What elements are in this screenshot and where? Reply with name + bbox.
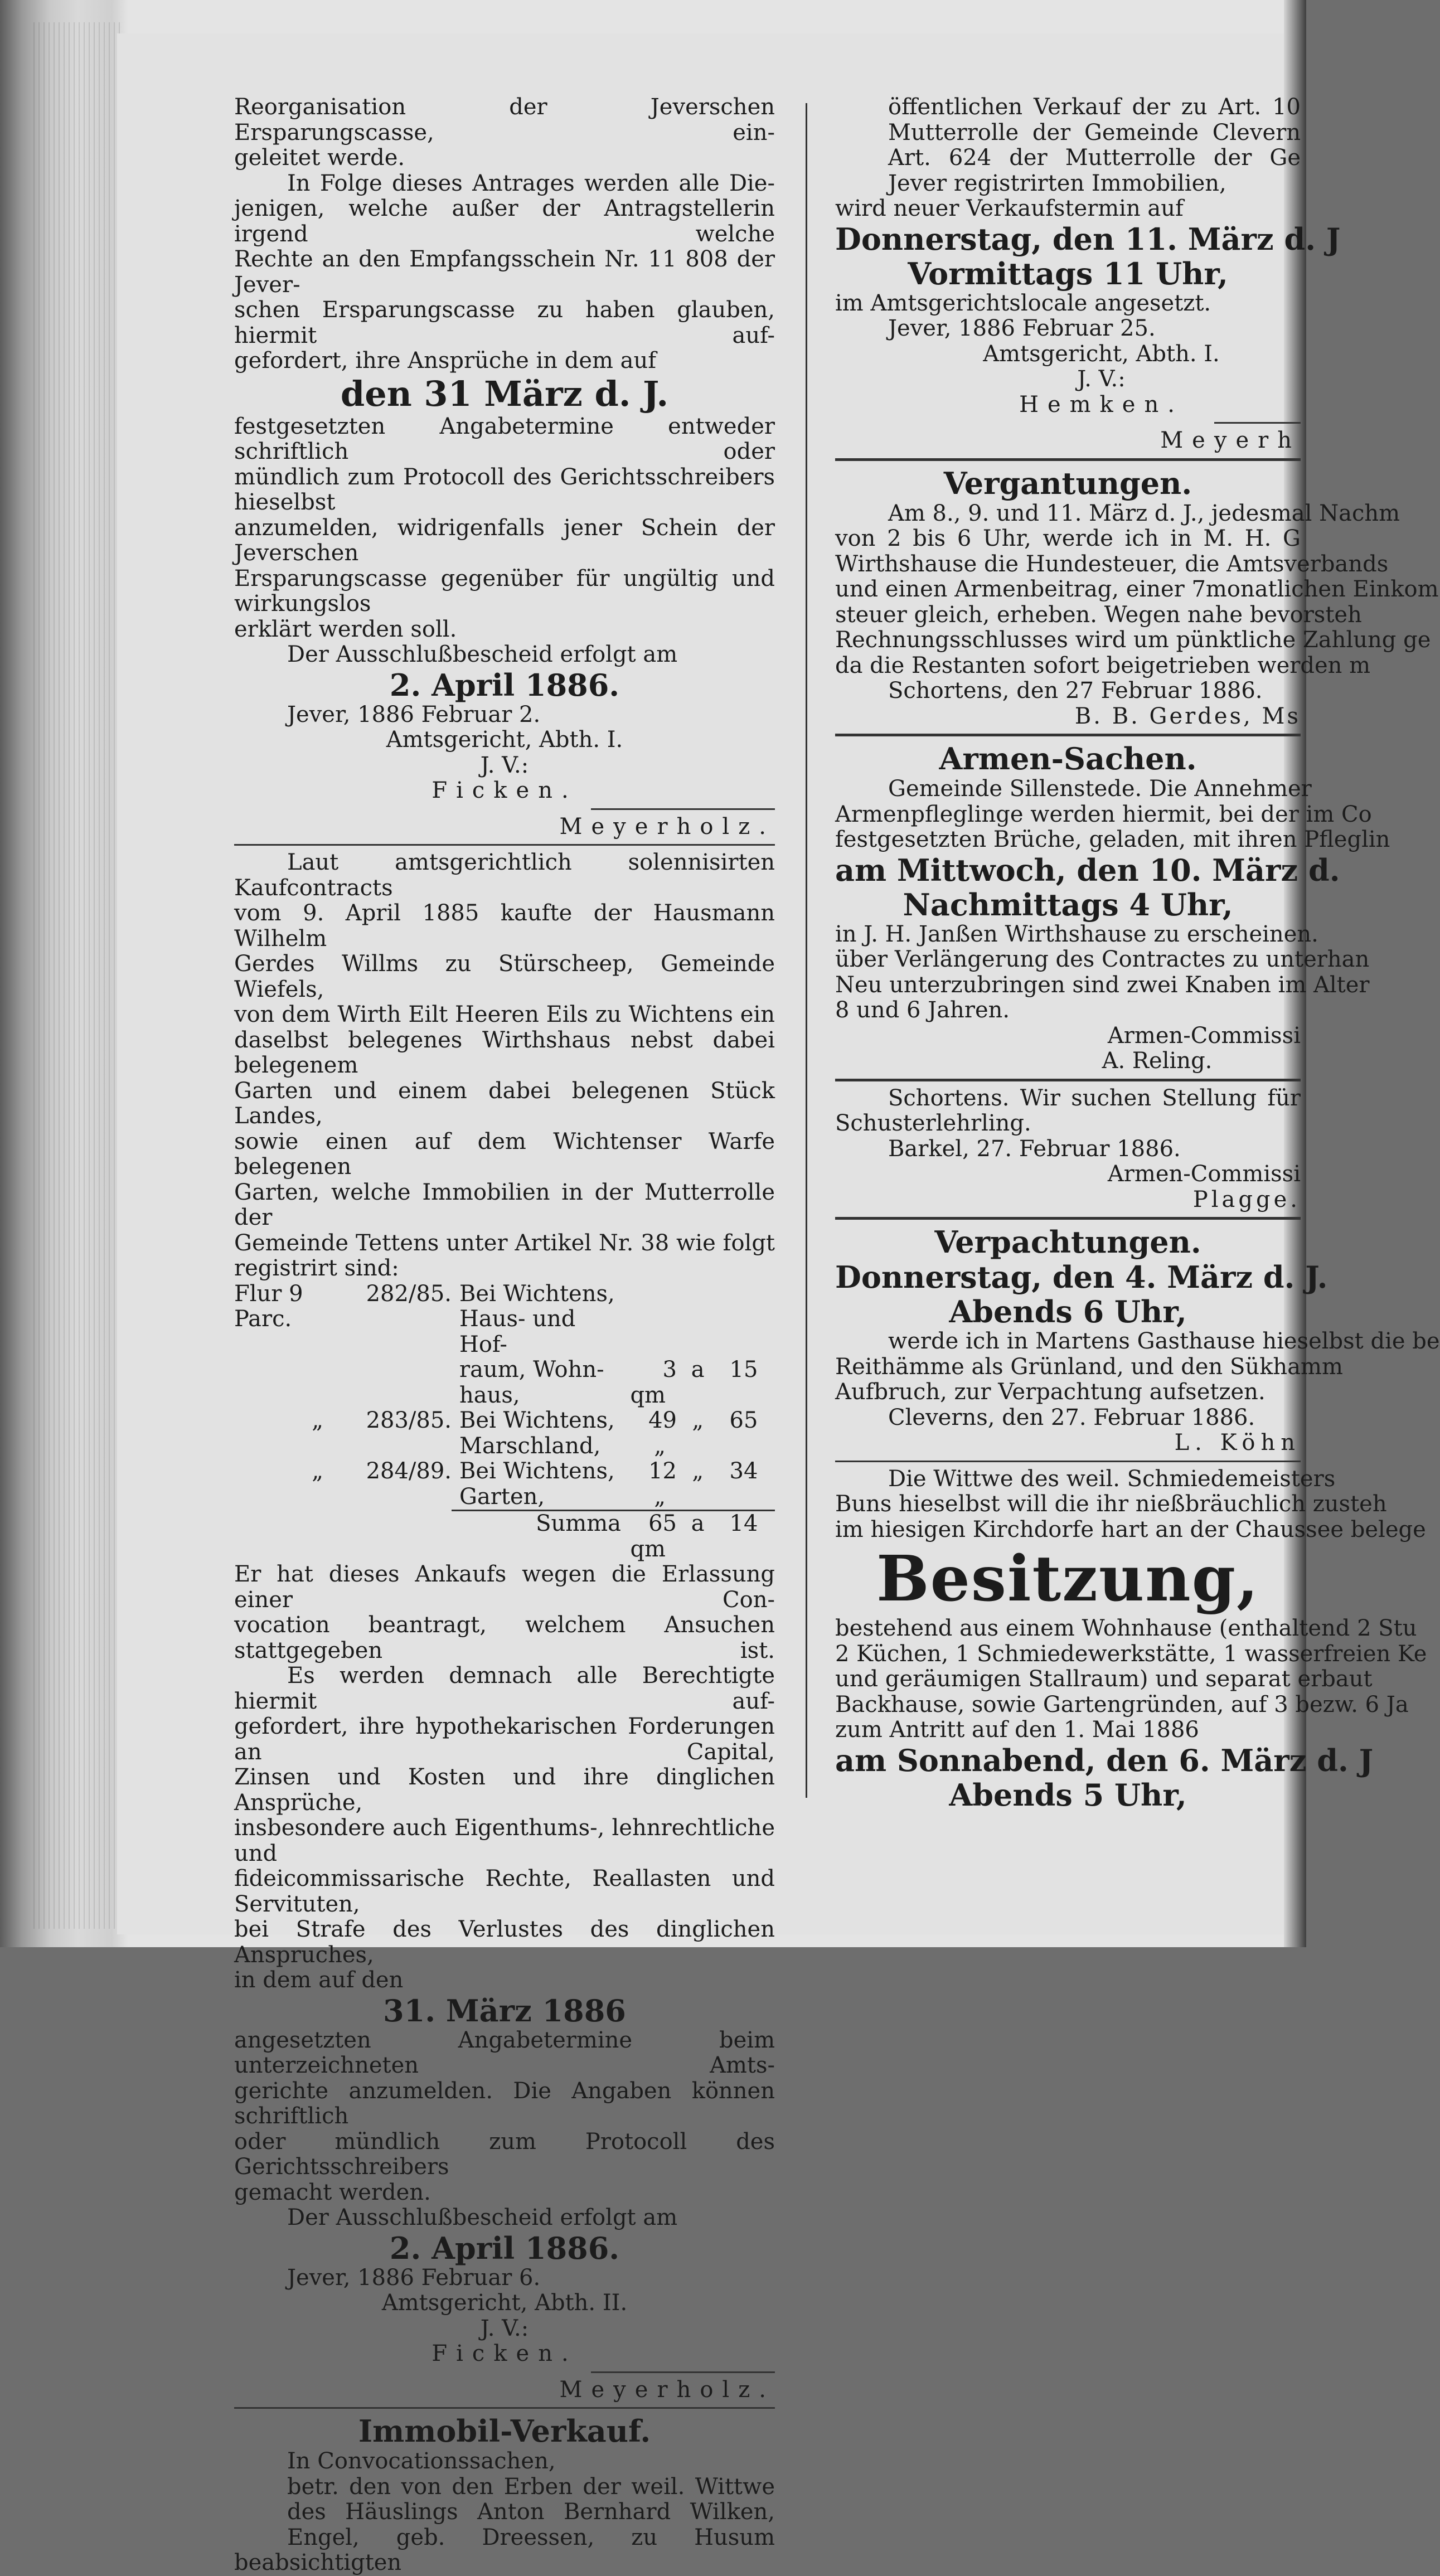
table-row [234,1282,775,1409]
text-line: Aufbruch, zur Verpachtung aufsetzen. [835,1379,1266,1405]
text-line: In Convocationssachen, [287,2448,556,2474]
text-line: in dem auf den [234,1967,404,1993]
text-line: anzumelden, widrigenfalls jener Schein der Jeverschen [234,515,775,566]
signer: A. Reling. [1102,1048,1213,1074]
text-line: Buns hieselbst will die ihr nießbräuchlich zusteh [835,1491,1387,1517]
parcel-desc [452,1459,627,1511]
summa-row [234,1511,775,1563]
text-line: betr. den von den Erben der weil. Wittwe [287,2473,775,2500]
big-heading: Besitzung, [876,1542,1260,1616]
summa-value: 14 [729,1511,758,1536]
area-unit: „ [654,1433,666,1459]
parcel-desc-line: Haus- und Hof- [459,1306,576,1357]
signer: Ficken. [431,2341,578,2366]
parcel-desc-line: Garten, [459,1483,545,1510]
text-line: über Verlängerung des Contractes zu unterhan [835,947,1370,972]
clerk: Meyerholz. [559,813,775,840]
text-line: Garten und einem dabei belegenen Stück Landes, [234,1078,775,1129]
area-value: 65 [729,1408,758,1433]
parcel-desc-line: Bei Wichtens, [459,1458,615,1484]
court-name: Amtsgericht, Abth. I. [983,341,1220,367]
iv-label: J. V.: [480,752,529,778]
area-value: 3 [662,1357,677,1382]
place-date: Jever, 1886 Februar 6. [287,2264,541,2291]
area-sep: „ [692,1408,704,1433]
text-line: erklärt werden soll. [234,616,457,642]
date-heading: den 31 März d. J. [340,373,669,414]
summa-unit: qm [630,1536,666,1562]
section-rule [835,1079,1301,1081]
text-line: im hiesigen Kirchdorfe hart an der Chaussee belege [835,1516,1426,1542]
time-heading: Vormittags 11 Uhr, [908,255,1228,292]
text-line: werde ich in Martens Gasthause hieselbst die be [888,1328,1440,1354]
text-line: Schortens. Wir suchen Stellung für [888,1085,1301,1111]
text-line: Backhause, sowie Gartengründen, auf 3 bezw. 6 Ja [835,1691,1409,1718]
notice-schortens [835,1086,1301,1213]
parcel-desc-line: Marschland, [459,1433,601,1459]
text-line: fideicommissarische Rechte, Reallasten und Servituten, [234,1866,775,1917]
date-heading: 31. März 1886 [383,1992,626,2029]
court-name: Amtsgericht, Abth. II. [381,2290,628,2316]
parcel-desc [452,1282,627,1409]
parcel-area [627,1282,775,1409]
iv-label: J. V.: [1077,366,1126,392]
decision-date: 2. April 1886. [389,2230,620,2266]
parcel-number: 282/85. [366,1280,452,1307]
text-line: Art. 624 der Mutterrolle der Ge [888,145,1301,171]
right-column [835,94,1440,1813]
parcel-desc-line: haus, [459,1382,520,1408]
date-heading: Donnerstag, den 11. März d. J [835,221,1341,257]
parcel-flur: „ [312,1408,323,1433]
place-date: Cleverns, den 27. Februar 1886. [888,1404,1255,1430]
section-rule [835,1217,1301,1220]
time-heading: Nachmittags 4 Uhr, [903,886,1233,923]
summa-sep: a [691,1511,705,1536]
text-line: mündlich zum Protocoll des Gerichtsschreibers hieselbst [234,464,775,515]
clerk: Meyerh [1160,428,1301,453]
section-armen-sachen [835,741,1390,1074]
clerk: Meyerholz. [559,2376,775,2403]
section-vergantungen [835,465,1439,730]
section-title: Verpachtungen. [934,1224,1201,1260]
section-rule [234,844,775,846]
text-line: geleitet werde. [234,145,405,171]
table-row [234,1408,775,1459]
section-immobil-verkauf [234,2413,775,2576]
text-line: Am 8., 9. und 11. März d. J., jedesmal Nachm [888,500,1400,526]
parcel-flur: Flur 9 Parc. [234,1280,303,1332]
text-line: Zinsen und Kosten und ihre dinglichen Ansprüche, [234,1764,775,1816]
parcel-desc-line: Bei Wichtens, [459,1280,615,1307]
place-date: Jever, 1886 Februar 2. [287,701,541,727]
iv-label: J. V.: [480,2315,529,2341]
text-line: Er hat dieses Ankaufs wegen die Erlassung einer Con- [234,1561,775,1613]
area-sep: „ [692,1458,704,1484]
summa-label: Summa [452,1511,627,1563]
rule [591,808,775,810]
place-date: Jever, 1886 Februar 25. [888,316,1156,341]
parcel-flur: „ [312,1458,323,1484]
text-line: in J. H. Janßen Wirthshause zu erscheinen. [835,921,1318,947]
parcel-desc [452,1408,627,1459]
text-line: gefordert, ihre hypothekarischen Forderungen an Capital, [234,1714,775,1765]
text-line: Schusterlehrling. [835,1110,1031,1136]
text-line: Gemeinde Tettens unter Artikel Nr. 38 wie folgt [234,1230,775,1256]
text-line: Armenpfleglinge werden hiermit, bei der im Co [835,801,1372,827]
notice-wittwe-besitzung [835,1466,1427,1813]
text-line: daselbst belegenes Wirthshaus nebst dabei belegenem [234,1027,775,1078]
area-unit: qm [630,1382,666,1408]
notice-ersparungscasse [234,95,775,840]
notice-verkaufstermin [835,94,1341,454]
section-rule [234,2407,775,2409]
text-line: vom 9. April 1885 kaufte der Hausmann Wilhelm [234,900,775,952]
page-stack-edges [33,22,123,1929]
section-rule [835,1461,1301,1462]
notice-kaufcontract [234,850,775,2403]
text-line: Der Ausschlußbescheid erfolgt am [287,2205,678,2230]
text-line: Der Ausschlußbescheid erfolgt am [287,642,678,667]
text-line: Engel, geb. Dreessen, zu Husum beabsichtigten [234,2524,775,2575]
text-line: öffentlichen Verkauf der zu Art. 10 [888,94,1301,120]
area-value: 12 [648,1458,677,1484]
date-heading: am Mittwoch, den 10. März d. [835,852,1340,888]
decision-date: 2. April 1886. [389,667,620,703]
parcel-area [627,1459,775,1511]
text-line: schen Ersparungscasse zu haben glauben, hiermit auf- [234,297,775,348]
area-value: 49 [648,1408,677,1433]
parcel-number: 283/85. [366,1408,452,1433]
text-line: Mutterrolle der Gemeinde Clevern [888,119,1301,145]
table-row [234,1459,775,1511]
text-line: Rechte an den Empfangsschein Nr. 11 808 der Jever- [234,246,775,298]
text-line: steuer gleich, erheben. Wegen nahe bevorsteh [835,601,1362,628]
date-heading: am Sonnabend, den 6. März d. J [835,1742,1374,1778]
text-line: bei Strafe des Verlustes des dinglichen Anspruches, [234,1917,775,1968]
text-line: jenigen, welche außer der Antragstellerin irgend welche [234,196,775,247]
column-divider [806,103,807,1798]
text-line: von 2 bis 6 Uhr, werde ich in M. H. G [835,526,1301,551]
text-line: Jever registrirten Immobilien, [888,170,1226,196]
text-line: festgesetzten Brüche, geladen, mit ihren Pfleglin [835,827,1390,852]
signer: Ficken. [431,778,578,803]
text-line: zum Antritt auf den 1. Mai 1886 [835,1717,1199,1743]
text-line: 2 Küchen, 1 Schmiedewerkstätte, 1 wasserfreien Ke [835,1641,1427,1667]
rule [1214,422,1301,424]
text-line: im Amtsgerichtslocale angesetzt. [835,290,1211,316]
text-line: angesetzten Angabetermine beim unterzeichneten Amts- [234,2027,775,2078]
time-heading: Abends 5 Uhr, [949,1777,1187,1813]
section-rule [835,734,1301,736]
text-line: Die Wittwe des weil. Schmiedemeisters [888,1466,1336,1492]
text-line: wird neuer Verkaufstermin auf [835,196,1184,221]
text-line: Reithämme als Grünland, und den Sükhamm [835,1354,1343,1380]
text-line: vocation beantragt, welchem Ansuchen stattgegeben ist. [234,1612,775,1663]
text-line: oder mündlich zum Protocoll des Gerichtsschreibers [234,2128,775,2180]
text-line: Neu unterzubringen sind zwei Knaben im Alter [835,972,1370,998]
text-line: sowie einen auf dem Wichtenser Warfe belegenen [234,1128,775,1180]
section-rule [835,458,1301,461]
section-verpachtungen [835,1224,1440,1456]
text-line: 8 und 6 Jahren. [835,997,1010,1023]
signer: Hemken. [1019,391,1184,418]
text-line: Laut amtsgerichtlich solennisirten Kaufcontracts [234,850,775,901]
text-line: Gemeinde Sillenstede. Die Annehmer [888,776,1312,802]
rule [591,2371,775,2373]
text-line: In Folge dieses Antrages werden alle Die- [287,170,775,196]
parcel-desc-line: raum, Wohn- [459,1357,604,1382]
text-line: registrirt sind: [234,1255,399,1281]
text-line: da die Restanten sofort beigetrieben werden m [835,652,1371,678]
time-heading: Abends 6 Uhr, [949,1294,1187,1330]
text-line: Reorganisation der Jeverschen Ersparungscasse, ein- [234,94,775,145]
text-line: gemacht werden. [234,2179,431,2205]
text-line: Garten, welche Immobilien in der Mutterrolle der [234,1179,775,1230]
text-line: festgesetzten Angabetermine entweder schriftlich oder [234,413,775,464]
signer: B. B. Gerdes, Ms [1074,703,1301,729]
summa-value: 65 [648,1511,677,1536]
section-title: Immobil-Verkauf. [358,2413,651,2449]
text-line: Rechnungsschlusses wird um pünktliche Zahlung ge [835,627,1431,653]
court-name: Amtsgericht, Abth. I. [386,727,623,753]
text-line: Es werden demnach alle Berechtigte hiermit auf- [234,1663,775,1714]
section-title: Vergantungen. [943,465,1192,501]
parcel-number: 284/89. [366,1458,452,1484]
text-line: bestehend aus einem Wohnhause (enthaltend 2 Stu [835,1616,1417,1641]
signer: Plagge. [1192,1186,1301,1212]
role-label: Armen-Commissi [1107,1022,1301,1049]
role-label: Armen-Commissi [1107,1161,1301,1187]
place-date: Barkel, 27. Februar 1886. [888,1136,1181,1162]
text-line: des Häuslings Anton Bernhard Wilken, [287,2499,775,2525]
area-value: 34 [729,1458,758,1484]
parcel-desc-line: Bei Wichtens, [459,1408,615,1433]
text-line: gefordert, ihre Ansprüche in dem auf [234,348,657,373]
area-sep: a [691,1357,705,1382]
text-line: Wirthshause die Hundesteuer, die Amtsverbands [835,551,1389,577]
left-column [234,95,775,2576]
area-unit: „ [654,1483,666,1510]
section-title: Armen-Sachen. [939,741,1197,777]
text-line: Gerdes Willms zu Stürscheep, Gemeinde Wiefels, [234,951,775,1002]
text-line: gerichte anzumelden. Die Angaben können schriftlich [234,2078,775,2129]
text-line: Ersparungscasse gegenüber für ungültig und wirkungslos [234,565,775,617]
date-heading: Donnerstag, den 4. März d. J. [835,1259,1328,1295]
parcel-area [627,1408,775,1459]
place-date: Schortens, den 27 Februar 1886. [888,678,1263,704]
summa-area [627,1511,775,1563]
signer: L. Köhn [1174,1430,1301,1456]
text-line: insbesondere auch Eigenthums-, lehnrechtliche und [234,1815,775,1866]
text-line: und geräumigen Stallraum) und separat erbaut [835,1666,1373,1692]
text-line: und einen Armenbeitrag, einer 7monatlichen Einkom [835,576,1439,602]
parcel-table [234,1282,775,1563]
area-value: 15 [729,1357,758,1382]
text-line: von dem Wirth Eilt Heeren Eils zu Wichtens ein [234,1002,775,1027]
